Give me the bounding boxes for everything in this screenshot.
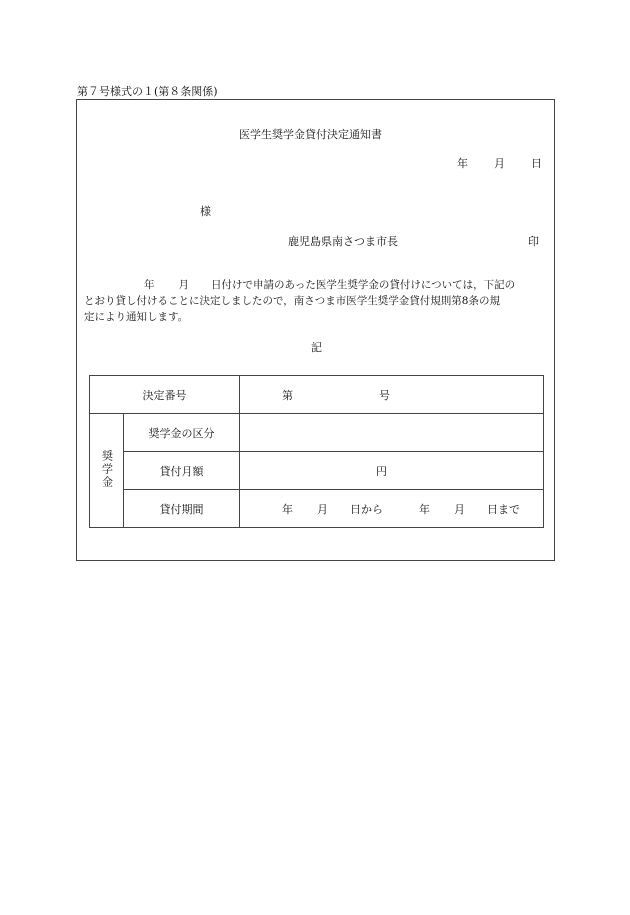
date-day: 日 [531,157,542,170]
detail-table [89,375,544,528]
period-year1: 年 [282,502,293,516]
number-suffix: 号 [379,388,390,402]
issuer-name: 鹿児島県南さつま市長 [288,235,398,248]
period-to: 日まで [487,502,520,516]
document-title: 医学生奨学金貸付決定通知書 [239,128,382,141]
period-from: 日から [350,502,383,516]
currency-unit: 円 [376,464,387,478]
period-month1: 月 [317,502,328,516]
period-month2: 月 [454,502,465,516]
monthly-amount-row [90,452,544,490]
number-prefix: 第 [282,388,293,402]
period-label: 貸付期間 [124,490,240,528]
body-month: 月 [178,279,189,291]
category-value [240,414,544,452]
date-month: 月 [494,157,505,170]
body-line-1 [84,277,551,293]
decision-number-value [240,376,544,414]
category-row [90,414,544,452]
seal-mark: 印 [528,235,539,248]
body-year: 年 [144,279,155,291]
period-value [240,490,544,528]
decision-number-label: 決定番号 [90,376,240,414]
monthly-amount-label: 貸付月額 [124,452,240,490]
decision-number-row [90,376,544,414]
period-row [90,490,544,528]
notice-body [84,277,551,325]
date-line [457,155,542,171]
scholarship-group-label: 奨学金 [90,414,124,528]
date-year: 年 [457,157,468,170]
body-line-1-text: 日付けで申請のあった医学生奨学金の貸付けについては，下記の [211,279,516,291]
notice-frame [76,99,555,561]
addressee-suffix: 様 [200,205,211,218]
period-year2: 年 [419,502,430,516]
body-line-2: とおり貸し付けることに決定しましたので，南さつま市医学生奨学金貸付規則第8条の規 [84,295,500,307]
form-number: 第７号様式の１(第８条関係) [77,85,218,98]
ki-mark: 記 [311,341,322,354]
body-line-3: 定により通知します。 [84,311,189,323]
monthly-amount-value [240,452,544,490]
category-label: 奨学金の区分 [124,414,240,452]
